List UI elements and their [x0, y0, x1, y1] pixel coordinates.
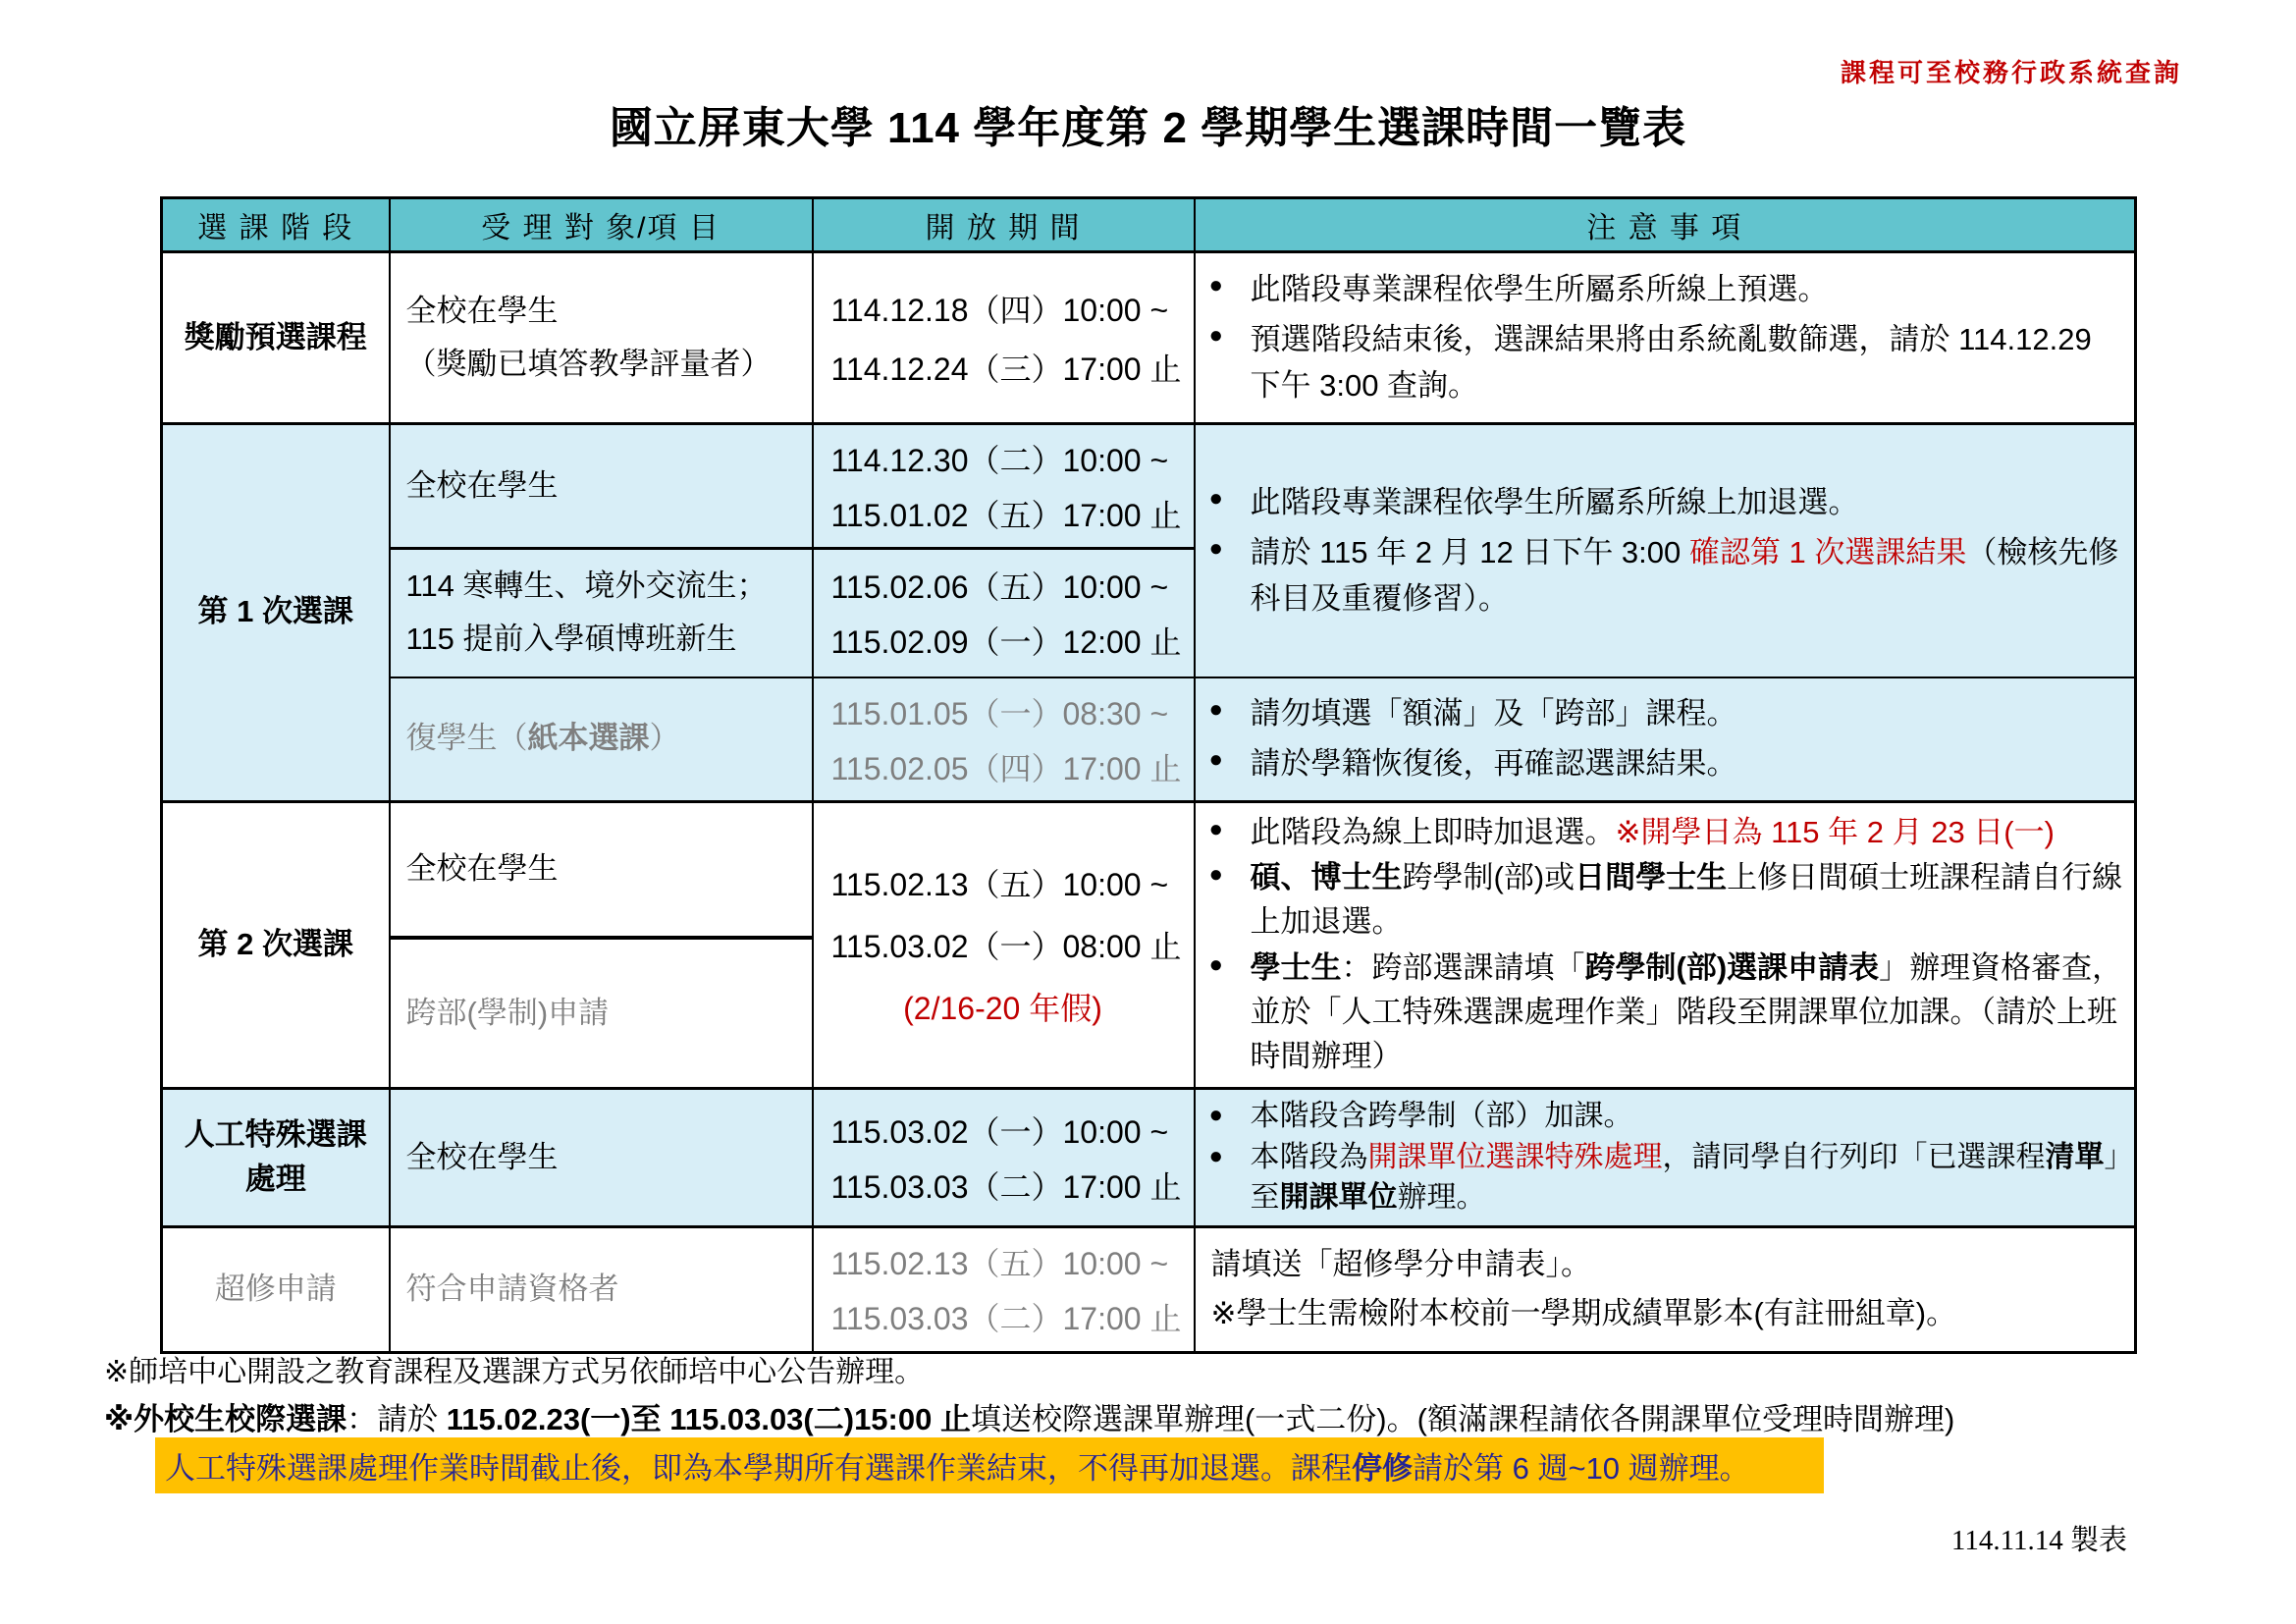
target-cell-first-transfer	[390, 549, 813, 677]
note-text: 本階段為開課單位選課特殊處理，請同學自行列印「已選課程清單」至開課單位辦理。	[1250, 1140, 2119, 1214]
target-line: 全校在學生	[405, 1139, 559, 1174]
period-cell-first-resume	[813, 677, 1195, 802]
date-line: 115.03.02（一）10:00 ~	[830, 1113, 1169, 1150]
col-header-period: 開 放 期 間	[813, 198, 1195, 252]
made-date: 114.11.14 製表	[1950, 1525, 2127, 1556]
notes-cell-first	[1195, 424, 2136, 677]
bullet-icon: ●	[1208, 535, 1223, 562]
target-cell-second-cross	[390, 938, 813, 1089]
period-cell-reward	[813, 252, 1195, 424]
bullet-icon: ●	[1208, 815, 1223, 842]
date-line: 114.12.24（三）17:00 止	[830, 352, 1182, 387]
note-text: 請填送「超修學分申請表」。	[1210, 1247, 1591, 1282]
stage-cell-reward: 獎勵預選課程	[162, 252, 390, 424]
target-cell-manual	[390, 1089, 813, 1226]
bullet-icon: ●	[1208, 322, 1223, 350]
note-item	[1209, 691, 2125, 737]
notes-cell-reward	[1195, 252, 2136, 424]
col-header-target: 受 理 對 象/項 目	[390, 198, 813, 252]
target-line: 全校在學生	[405, 293, 559, 328]
target-line: 跨部(學制)申請	[405, 995, 610, 1030]
stage-cell-overload: 超修申請	[162, 1226, 390, 1352]
holiday-note: (2/16-20 年假)	[903, 991, 1102, 1027]
date-line: 115.02.05（四）17:00 止	[830, 750, 1182, 786]
date-line: 115.03.03（二）17:00 止	[830, 1301, 1182, 1337]
period-cell-first-transfer	[813, 549, 1195, 677]
table-row-reward	[162, 252, 2136, 424]
target-line: 全校在學生	[405, 467, 559, 503]
target-line: 符合申請資格者	[405, 1271, 619, 1306]
note-item	[1209, 480, 2125, 526]
stage-line: 人工特殊選課	[184, 1116, 367, 1152]
table-row-manual	[162, 1089, 2136, 1226]
highlight-deadline-note: 人工特殊選課處理作業時間截止後，即為本學期所有選課作業結束，不得再加退選。課程 停修 請於第 6 週~10 週辦理。	[155, 1437, 1824, 1493]
date-line: 115.01.05（一）08:30 ~	[830, 695, 1169, 731]
note-text: 學士生：跨部選課請填「跨學制(部)選課申請表」辦理資格審查，並於「人工特殊選課處理作業」階段至開課單位加課。（請於上班時間辦理）	[1250, 950, 2123, 1074]
target-line: 114 寒轉生、境外交流生；	[405, 568, 768, 603]
period-cell-first-all	[813, 424, 1195, 549]
date-line: 114.12.18（四）10:00 ~	[830, 293, 1169, 328]
notes-cell-manual	[1195, 1089, 2136, 1226]
system-query-note: 課程可至校務行政系統查詢	[1840, 59, 2182, 87]
note-text: 預選階段結束後，選課結果將由系統亂數篩選，請於 114.12.29 下午 3:00 查詢。	[1250, 322, 2092, 403]
note-text: 此階段專業課程依學生所屬系所線上加退選。	[1250, 484, 1859, 519]
stage-cell-manual	[162, 1089, 390, 1226]
bullet-icon: ●	[1208, 951, 1223, 979]
date-line: 114.12.30（二）10:00 ~	[830, 443, 1169, 478]
target-line: 全校在學生	[405, 850, 559, 886]
target-cell-overload	[390, 1226, 813, 1352]
table-row-first-all	[162, 424, 2136, 549]
date-line: 115.02.09（一）12:00 止	[830, 624, 1182, 661]
stage-line: 處理	[244, 1161, 306, 1196]
note-item	[1209, 267, 2125, 313]
period-cell-overload	[813, 1226, 1195, 1352]
target-cell-reward	[390, 252, 813, 424]
target-cell-first-all	[390, 424, 813, 549]
target-line: 復學生（紙本選課）	[405, 721, 680, 756]
target-cell-first-resume	[390, 677, 813, 802]
date-line: 115.03.02（一）08:00 止	[830, 929, 1182, 965]
target-cell-second-all	[390, 801, 813, 938]
note-text: 請於 115 年 2 月 12 日下午 3:00 確認第 1 次選課結果（檢核先修科目及重覆修習）。	[1250, 535, 2119, 616]
bullet-icon: ●	[1208, 861, 1223, 889]
bullet-icon: ●	[1208, 695, 1223, 723]
notes-cell-overload	[1195, 1226, 2136, 1352]
stage-cell-first: 第 1 次選課	[162, 424, 390, 802]
table-row-overload	[162, 1226, 2136, 1352]
date-line: 115.01.02（五）17:00 止	[830, 498, 1182, 533]
notes-cell-first-resume	[1195, 677, 2136, 802]
footnote-teacher-ed: ※師培中心開設之教育課程及選課方式另依師培中心公告辦理。	[104, 1356, 925, 1388]
table-row-second-all	[162, 801, 2136, 938]
date-line: 115.02.13（五）10:00 ~	[830, 1246, 1169, 1282]
note-text: 本階段含跨學制（部）加課。	[1250, 1100, 1633, 1133]
note-text: 此階段為線上即時加退選。※開學日為 115 年 2 月 23 日(一)	[1250, 814, 2055, 849]
note-item	[1209, 1097, 2125, 1137]
period-cell-second	[813, 801, 1195, 1089]
footnote-external-students: ※外校生校際選課：請於 115.02.23(一)至 115.03.03(二)15:00 止填送校際選課單辦理(一式二份)。(額滿課程請依各開課單位受理時間辦理)	[104, 1402, 1955, 1436]
bullet-icon: ●	[1208, 271, 1223, 298]
note-text: 請於學籍恢復後，再確認選課結果。	[1250, 746, 1737, 781]
note-text: 碩、博士生跨學制(部)或日間學士生上修日間碩士班課程請自行線上加退選。	[1250, 860, 2123, 940]
bullet-icon: ●	[1208, 746, 1223, 773]
note-item	[1209, 317, 2125, 408]
date-line: 115.02.06（五）10:00 ~	[830, 569, 1169, 606]
page-title: 國立屏東大學 114 學年度第 2 學期學生選課時間一覽表	[609, 104, 1687, 152]
bullet-icon: ●	[1208, 1102, 1223, 1129]
target-line: 115 提前入學碩博班新生	[405, 622, 737, 657]
target-line: （獎勵已填答教學評量者）	[405, 347, 772, 381]
note-item	[1209, 856, 2125, 945]
stage-cell-second: 第 2 次選課	[162, 801, 390, 1089]
header-row	[162, 198, 2136, 252]
bullet-icon: ●	[1208, 484, 1223, 512]
date-line: 115.03.03（二）17:00 止	[830, 1168, 1182, 1205]
note-text: ※學士生需檢附本校前一學期成績單影本(有註冊組章)。	[1210, 1296, 1957, 1331]
note-item	[1209, 530, 2125, 622]
note-text: 請勿填選「額滿」及「跨部」課程。	[1250, 695, 1737, 731]
table-row-first-resume	[162, 677, 2136, 802]
note-item	[1209, 947, 2125, 1079]
notes-cell-second	[1195, 801, 2136, 1089]
col-header-notes: 注 意 事 項	[1195, 198, 2136, 252]
note-item	[1209, 741, 2125, 787]
note-item	[1209, 1138, 2125, 1218]
date-line: 115.02.13（五）10:00 ~	[830, 867, 1169, 903]
period-cell-manual	[813, 1089, 1195, 1226]
col-header-stage: 選 課 階 段	[162, 198, 390, 252]
course-selection-table	[160, 196, 2137, 1354]
note-item	[1209, 811, 2125, 855]
note-text: 此階段專業課程依學生所屬系所線上預選。	[1250, 271, 1829, 306]
bullet-icon: ●	[1208, 1142, 1223, 1169]
